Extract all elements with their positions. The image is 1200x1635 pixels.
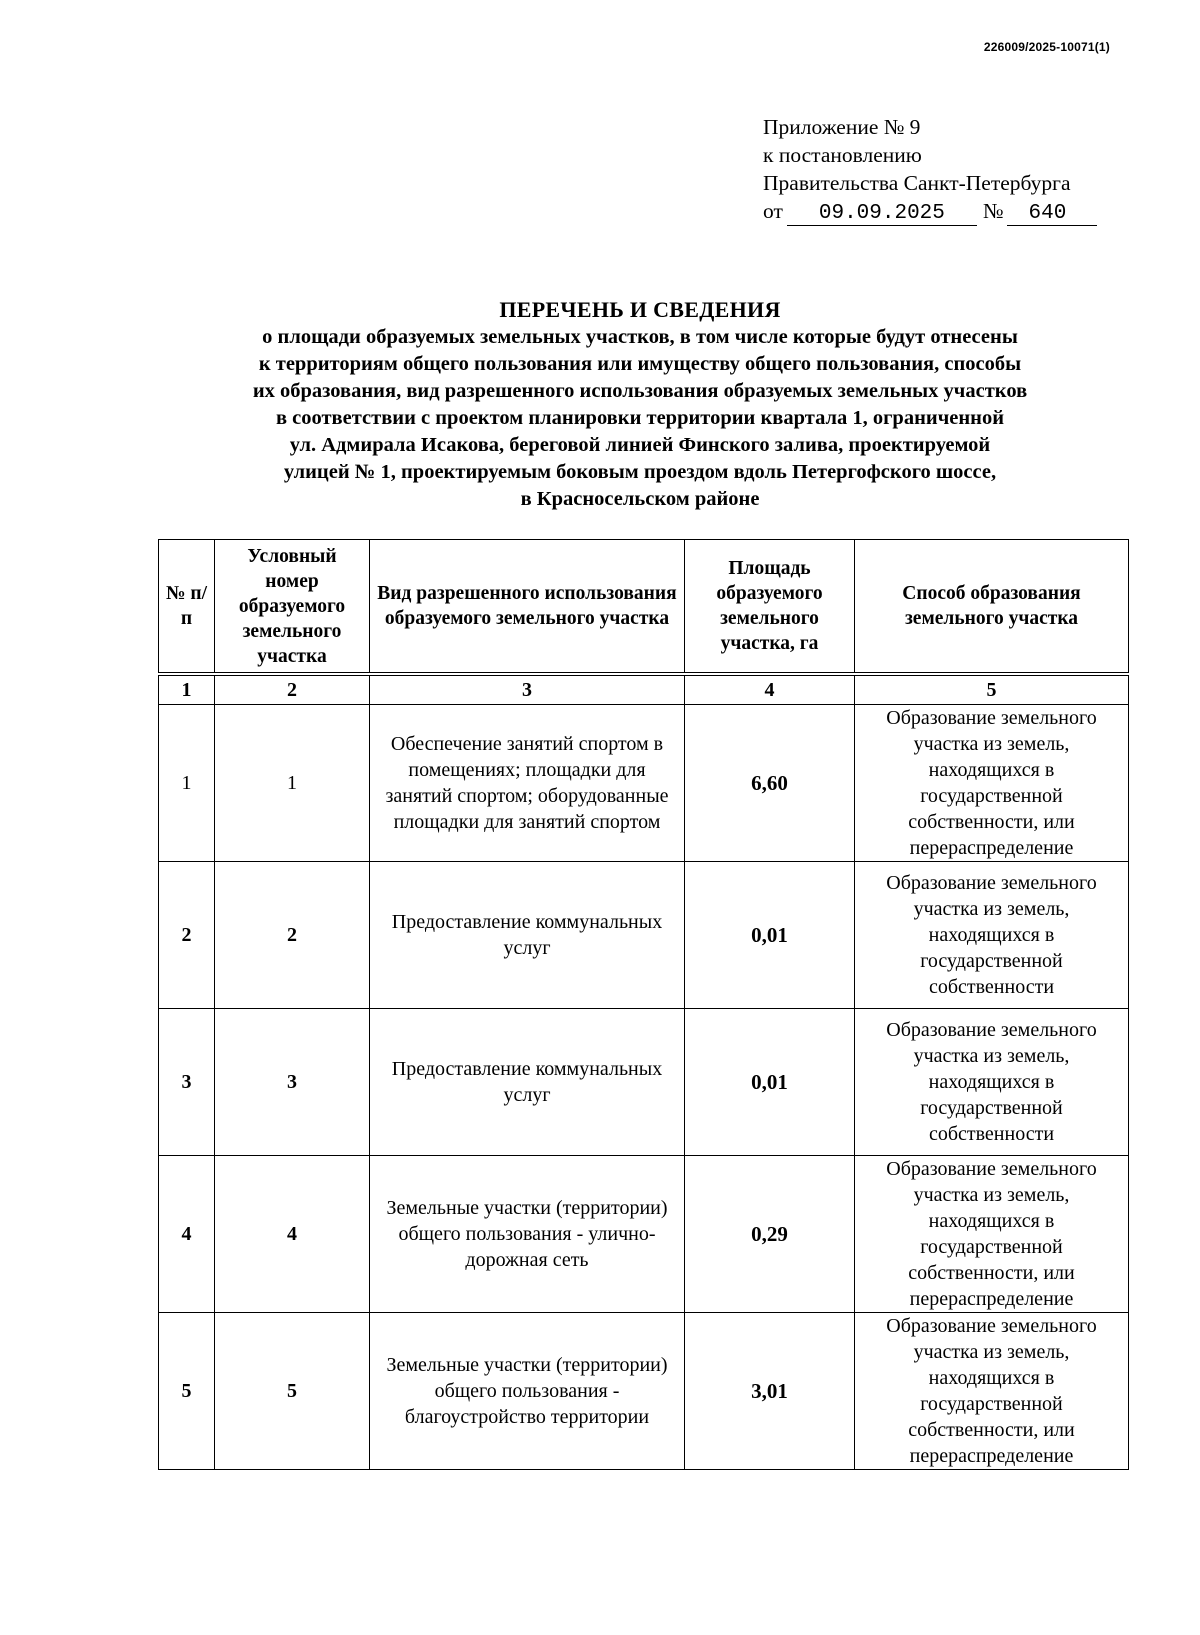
table-row <box>159 862 1129 1009</box>
date-prefix: от <box>763 199 783 223</box>
row-number: 1 <box>159 705 215 862</box>
permitted-use: Обеспечение занятий спортом в помещениях; площадки для занятий спортом; оборудованные площадки для занятий спортом <box>370 705 685 862</box>
formation-method: Образование земельного участка из земель, находящихся в государственной собственности <box>855 862 1129 1009</box>
formation-method: Образование земельного участка из земель, находящихся в государственной собственности, или перераспределение <box>855 705 1129 862</box>
plot-number: 1 <box>215 705 370 862</box>
document-subtitle-line: к территориям общего пользования или имуществу общего пользования, способы <box>258 353 1022 375</box>
plot-area: 3,01 <box>685 1313 855 1470</box>
permitted-use: Земельные участки (территории) общего пользования - благоустройство территории <box>370 1313 685 1470</box>
row-number: 4 <box>159 1156 215 1313</box>
header-plot-number: Условный номер образуемого земельного участка <box>215 540 370 675</box>
header-formation-method: Способ образования земельного участка <box>855 540 1129 675</box>
table-row <box>159 1156 1129 1313</box>
plot-number: 2 <box>215 862 370 1009</box>
appendix-date-line <box>763 197 1097 226</box>
plot-area: 6,60 <box>685 705 855 862</box>
row-number: 2 <box>159 862 215 1009</box>
document-subtitle-line: о площади образуемых земельных участков, в том числе которые будут отнесены <box>262 326 1018 348</box>
plot-number: 3 <box>215 1009 370 1156</box>
formation-method: Образование земельного участка из земель, находящихся в государственной собственности, или перераспределение <box>855 1156 1129 1313</box>
resolution-number: 640 <box>1007 203 1097 226</box>
row-number: 3 <box>159 1009 215 1156</box>
document-title: ПЕРЕЧЕНЬ И СВЕДЕНИЯ <box>499 297 781 322</box>
plot-area: 0,01 <box>685 862 855 1009</box>
appendix-reference: к постановлению <box>763 143 922 167</box>
plot-number: 5 <box>215 1313 370 1470</box>
table-row <box>159 705 1129 862</box>
document-subtitle-line: в соответствии с проектом планировки территории квартала 1, ограниченной <box>275 407 1005 429</box>
column-number: 1 <box>159 674 215 705</box>
appendix-title: Приложение № 9 <box>763 115 921 139</box>
permitted-use: Земельные участки (территории) общего пользования - улично-дорожная сеть <box>370 1156 685 1313</box>
document-subtitle-line: улицей № 1, проектируемым боковым проездом вдоль Петергофского шоссе, <box>283 461 997 483</box>
formation-method: Образование земельного участка из земель, находящихся в государственной собственности <box>855 1009 1129 1156</box>
column-number: 5 <box>855 674 1129 705</box>
number-prefix: № <box>982 199 1004 223</box>
resolution-date: 09.09.2025 <box>787 203 977 226</box>
document-subtitle-line: в Красносельском районе <box>520 488 760 510</box>
row-number: 5 <box>159 1313 215 1470</box>
table-header-row <box>159 540 1129 675</box>
appendix-block <box>763 113 1097 226</box>
document-title-block <box>150 296 1130 513</box>
header-row-number: № п/п <box>159 540 215 675</box>
formation-method: Образование земельного участка из земель, находящихся в государственной собственности, или перераспределение <box>855 1313 1129 1470</box>
plot-area: 0,29 <box>685 1156 855 1313</box>
permitted-use: Предоставление коммунальных услуг <box>370 862 685 1009</box>
table-row <box>159 1313 1129 1470</box>
document-subtitle-line: ул. Адмирала Исакова, береговой линией Финского залива, проектируемой <box>289 434 991 456</box>
document-subtitle-line: их образования, вид разрешенного использования образуемых земельных участков <box>252 380 1028 402</box>
land-plots-table <box>158 539 1129 1470</box>
plot-area: 0,01 <box>685 1009 855 1156</box>
header-permitted-use: Вид разрешенного использования образуемого земельного участка <box>370 540 685 675</box>
column-numbers-row <box>159 674 1129 705</box>
column-number: 2 <box>215 674 370 705</box>
document-registration-number: 226009/2025-10071(1) <box>983 40 1110 54</box>
plot-number: 4 <box>215 1156 370 1313</box>
column-number: 4 <box>685 674 855 705</box>
table-row <box>159 1009 1129 1156</box>
header-area: Площадь образуемого земельного участка, га <box>685 540 855 675</box>
appendix-authority: Правительства Санкт-Петербурга <box>763 171 1071 195</box>
column-number: 3 <box>370 674 685 705</box>
permitted-use: Предоставление коммунальных услуг <box>370 1009 685 1156</box>
